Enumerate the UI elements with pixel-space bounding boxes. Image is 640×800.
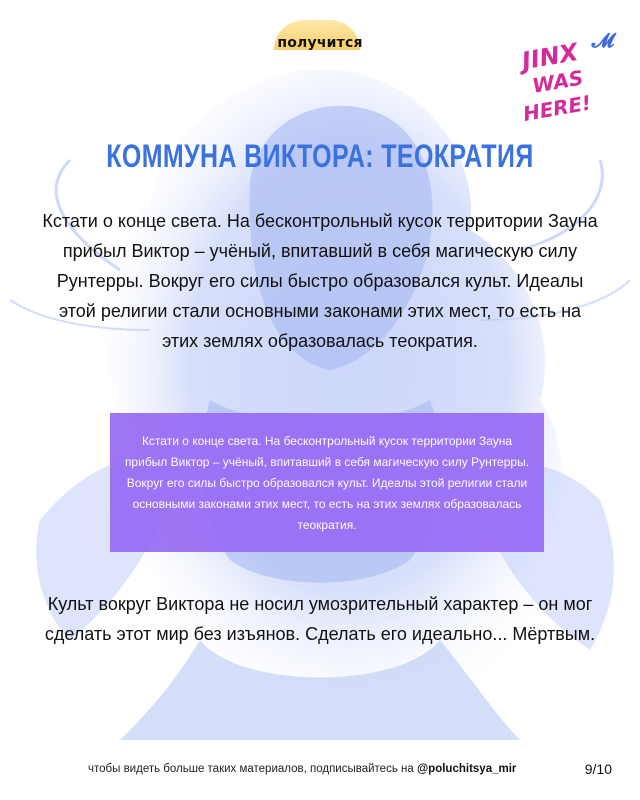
footer-handle-link[interactable]: @poluchitsya_mir	[416, 763, 517, 775]
highlighted-quote-box: Кстати о конце света. На бесконтрольный кусок территории Зауна прибыл Виктор – учёный, впитавший в себя магическую силу Рунтерры. Вокруг его силы быстро образовался культ. Идеалы этой религии стали основными законами этих мест, то есть на этих землях образовалась теократия.	[110, 413, 544, 552]
footer-cta-text: чтобы видеть больше таких материалов, подписывайтесь на	[88, 763, 414, 775]
slide-title: КОММУНА ВИКТОРА: ТЕОКРАТИЯ	[106, 138, 534, 174]
graffiti-line-2: WAS	[530, 65, 586, 98]
logo-text: получится	[277, 35, 363, 51]
brand-logo	[0, 18, 640, 51]
footer	[0, 740, 640, 800]
page-number: 9/10	[584, 761, 612, 777]
corner-brand-icon: 𝓜	[591, 28, 614, 52]
footer-cta	[88, 763, 516, 775]
graffiti-sticker	[503, 31, 609, 132]
graffiti-line-1: JINX	[519, 37, 581, 76]
graffiti-line-3: HERE!	[521, 90, 593, 127]
closing-paragraph: Культ вокруг Виктора не носил умозрительный характер – он мог сделать этот мир без изъянов. Сделать его идеально... Мёртвым.	[44, 594, 596, 644]
intro-paragraph: Кстати о конце света. На бесконтрольный кусок территории Зауна прибыл Виктор – учёный, впитавший в себя магическую силу Рунтерры. Вокруг его силы быстро образовался культ. Идеалы этой религии стали основными законами этих мест, то есть на этих землях образовалась теократия.	[42, 211, 598, 351]
